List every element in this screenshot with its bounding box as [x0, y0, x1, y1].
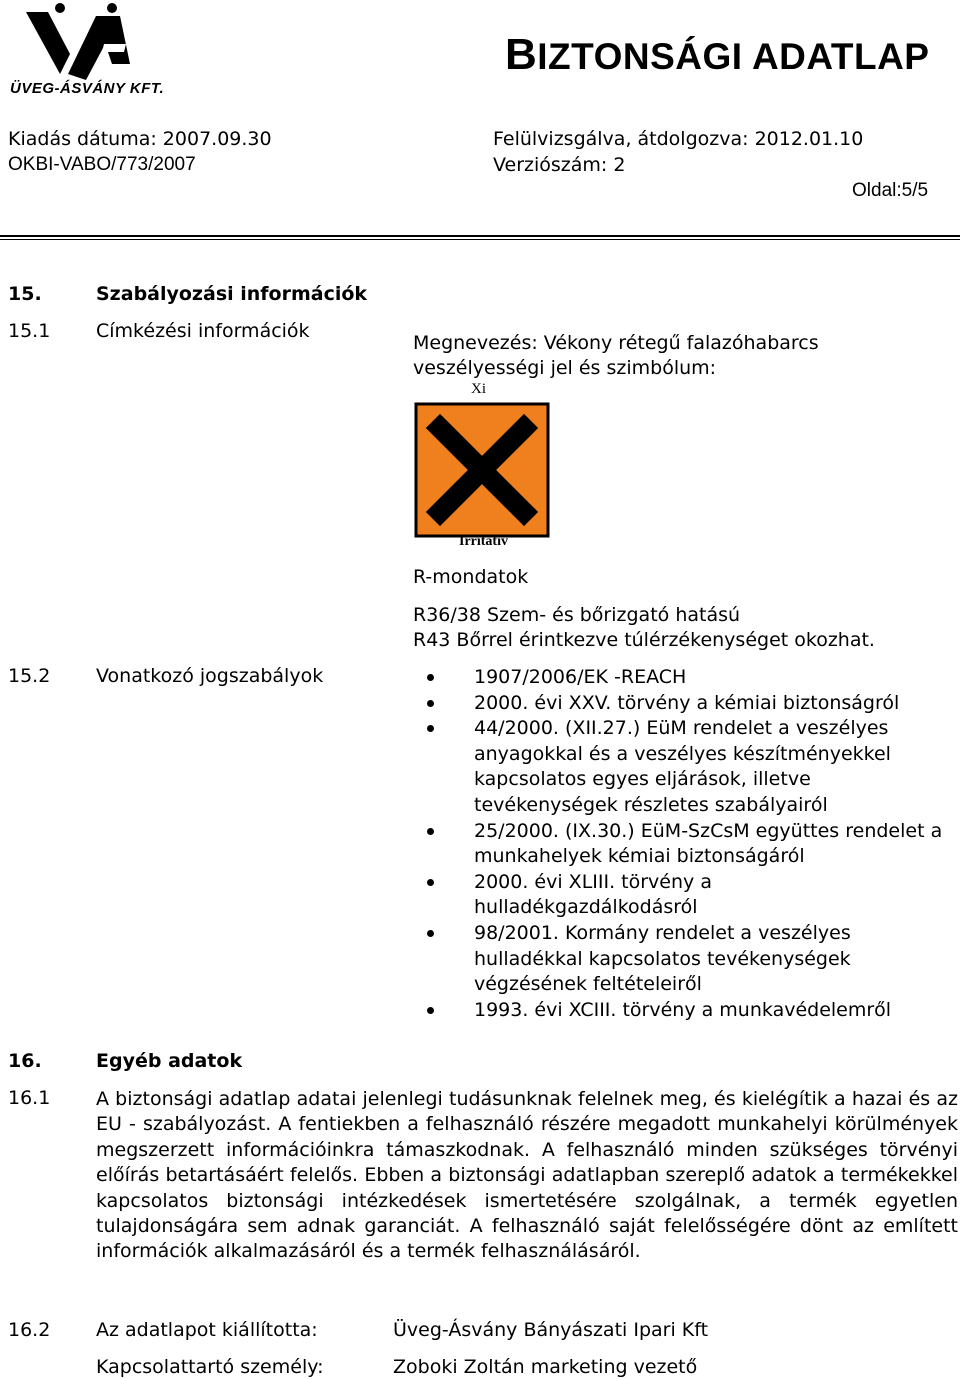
section-15-number: 15.: [8, 283, 42, 305]
product-name: Megnevezés: Vékony rétegű falazóhabarcs: [413, 332, 819, 354]
section-16-title: Egyéb adatok: [96, 1050, 243, 1072]
page-number: Oldal:5/5: [852, 180, 929, 201]
reg-number: OKBI-VABO/773/2007: [8, 154, 196, 175]
header-divider: [0, 235, 960, 240]
section-15-2-title: Vonatkozó jogszabályok: [96, 665, 324, 687]
regulation-item: 98/2001. Kormány rendelet a veszélyes hulladékkal kapcsolatos tevékenységek végzésének feltételeiről: [420, 921, 914, 998]
regulation-item: 2000. évi XLIII. törvény a hulladékgazdálkodásról: [420, 870, 794, 921]
regulation-item: 2000. évi XXV. törvény a kémiai biztonságról: [420, 691, 960, 717]
issuer-value: Üveg-Ásvány Bányászati Ipari Kft: [393, 1319, 709, 1341]
contact-value: Zoboki Zoltán marketing vezető: [393, 1356, 698, 1378]
r-phrases-title: R-mondatok: [413, 566, 529, 588]
section-15-1-number: 15.1: [8, 320, 51, 342]
issue-date: Kiadás dátuma: 2007.09.30: [8, 128, 272, 150]
regulation-item: 44/2000. (XII.27.) EüM rendelet a veszélyes anyagokkal és a veszélyes készítményekkel kapcsolatos egyes eljárások, illetve tevékenységek részletes szabályairól: [420, 716, 934, 818]
revision-date: Felülvizsgálva, átdolgozva: 2012.01.10: [493, 128, 864, 150]
section-16-number: 16.: [8, 1050, 42, 1072]
section-15-1-title: Címkézési információk: [96, 320, 310, 342]
regulations-list: [420, 665, 960, 1023]
regulation-item: 1993. évi XCIII. törvény a munkavédelemről: [420, 998, 960, 1024]
hazard-symbol-caption: Irritatív: [459, 534, 508, 549]
hazard-symbol-code: Xi: [471, 381, 486, 397]
document-title-rest: IZTONSÁGI ADATLAP: [537, 36, 930, 77]
document-title: [505, 30, 929, 80]
section-16-2-number: 16.2: [8, 1319, 51, 1341]
company-logo-text: ÜVEG-ÁSVÁNY KFT.: [10, 80, 165, 97]
r-phrase-1: R36/38 Szem- és bőrizgató hatású: [413, 604, 741, 626]
version-number: Verziószám: 2: [493, 154, 626, 176]
r-phrase-2: R43 Bőrrel érintkezve túlérzékenységet okozhat.: [413, 629, 875, 651]
section-15-2-number: 15.2: [8, 665, 51, 687]
hazard-symbol: [413, 380, 553, 552]
contact-label: Kapcsolattartó személy:: [96, 1356, 324, 1378]
document-title-initial: B: [505, 30, 538, 79]
section-16-1-text: A biztonsági adatlap adatai jelenlegi tudásunknak felelnek meg, és kielégítik a hazai és az EU - szabályozást. A fentiekben a felhasználó részére megadott munkahelyi körülmények megszerzett információinkra támaszkodnak. A felhasználó minden szükséges törvényi előírás betartásáért felelős. Ebben a biztonsági adatlapban szereplő adatok a termékekkel kapcsolatos biztonsági intézkedések ismertetésére szolgálnak, a termék egyetlen tulajdonságára sem adnak garanciát. A felhasználó saját felelősségére dönt az említett információk alkalmazásáról és a termék felhasználásáról.: [96, 1088, 958, 1263]
regulation-item: 1907/2006/EK -REACH: [420, 665, 960, 691]
regulation-item: 25/2000. (IX.30.) EüM-SzCsM együttes rendelet a munkahelyek kémiai biztonságáról: [420, 819, 960, 870]
symbol-label: veszélyességi jel és szimbólum:: [413, 357, 717, 379]
hazard-cross-icon: [414, 402, 550, 538]
issuer-label: Az adatlapot kiállította:: [96, 1319, 318, 1341]
section-16-1-number: 16.1: [8, 1087, 51, 1109]
section-15-title: Szabályozási információk: [96, 283, 368, 305]
